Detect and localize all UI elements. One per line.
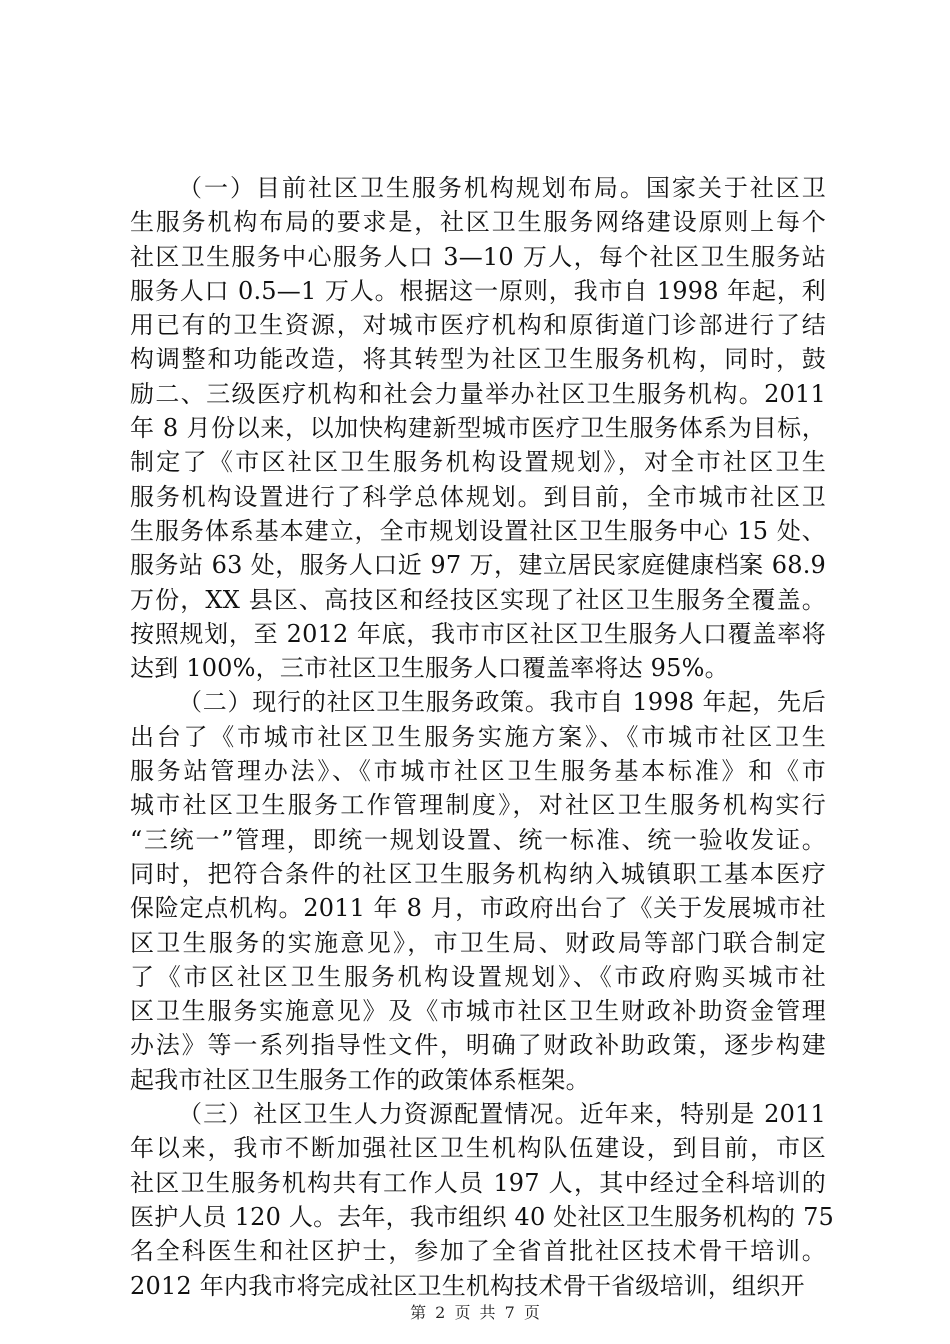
text-line: 区卫生服务实施意见》及《市城市社区卫生财政补助资金管理 — [130, 997, 826, 1026]
text-line: 制定了《市区社区卫生服务机构设置规划》，对全市社区卫生 — [130, 448, 826, 477]
text-line: 励二、三级医疗机构和社会力量举办社区卫生服务机构。2011 — [130, 379, 826, 408]
text-line: 按照规划，至 2012 年底，我市市区社区卫生服务人口覆盖率将 — [130, 619, 826, 648]
text-line: （一）目前社区卫生服务机构规划布局。国家关于社区卫 — [178, 174, 826, 202]
text-line: 服务站管理办法》、《市城市社区卫生服务基本标准》和《市 — [130, 757, 826, 786]
text-line: 了《市区社区卫生服务机构设置规划》、《市政府购买城市社 — [130, 962, 826, 991]
text-line: 保险定点机构。2011 年 8 月，市政府出台了《关于发展城市社 — [130, 894, 826, 923]
text-line: 同时，把符合条件的社区卫生服务机构纳入城镇职工基本医疗 — [130, 859, 826, 888]
text-line: 年以来，我市不断加强社区卫生机构队伍建设，到目前，市区 — [130, 1134, 826, 1163]
text-line: 构调整和功能改造，将其转型为社区卫生服务机构，同时，鼓 — [130, 345, 826, 374]
text-line: “三统一”管理，即统一规划设置、统一标准、统一验收发证。 — [130, 825, 826, 854]
text-line: 达到 100%，三市社区卫生服务人口覆盖率将达 95%。 — [130, 654, 729, 683]
text-line: 办法》等一系列指导性文件，明确了财政补助政策，逐步构建 — [130, 1031, 826, 1060]
text-line: 医护人员 120 人。去年，我市组织 40 处社区卫生服务机构的 75 — [130, 1202, 835, 1231]
text-line: （二）现行的社区卫生服务政策。我市自 1998 年起，先后 — [178, 688, 826, 717]
text-line: 生服务机构布局的要求是，社区卫生服务网络建设原则上每个 — [130, 208, 826, 237]
text-line: 城市社区卫生服务工作管理制度》，对社区卫生服务机构实行 — [130, 791, 826, 820]
text-line: 服务机构设置进行了科学总体规划。到目前，全市城市社区卫 — [130, 482, 826, 511]
page-footer: 第 2 页 共 7 页 — [410, 1303, 540, 1322]
text-line: 区卫生服务的实施意见》，市卫生局、财政局等部门联合制定 — [130, 928, 826, 957]
text-line: 起我市社区卫生服务工作的政策体系框架。 — [130, 1065, 590, 1094]
text-line: 2012 年内我市将完成社区卫生机构技术骨干省级培训，组织开 — [130, 1271, 805, 1300]
text-line: 出台了《市城市社区卫生服务实施方案》、《市城市社区卫生 — [130, 722, 826, 751]
text-line: 服务人口 0.5—1 万人。根据这一原则，我市自 1998 年起，利 — [130, 276, 826, 305]
text-line: 万份，XX 县区、高技区和经技区实现了社区卫生服务全覆盖。 — [130, 585, 826, 614]
paragraph — [130, 1097, 835, 1303]
text-line: 社区卫生服务中心服务人口 3—10 万人，每个社区卫生服务站 — [130, 242, 826, 271]
text-line: 社区卫生服务机构共有工作人员 197 人，其中经过全科培训的 — [130, 1168, 826, 1197]
text-line: 年 8 月份以来，以加快构建新型城市医疗卫生服务体系为目标， — [130, 414, 826, 443]
text-line: 名全科医生和社区护士，参加了全省首批社区技术骨干培训。 — [130, 1237, 826, 1266]
text-line: 生服务体系基本建立，全市规划设置社区卫生服务中心 15 处、 — [130, 516, 826, 545]
text-line: 用已有的卫生资源，对城市医疗机构和原街道门诊部进行了结 — [130, 311, 826, 340]
document-body — [130, 171, 835, 1303]
paragraph — [130, 171, 826, 685]
text-line: 服务站 63 处，服务人口近 97 万，建立居民家庭健康档案 68.9 — [130, 551, 826, 580]
text-line: （三）社区卫生人力资源配置情况。近年来，特别是 2011 — [178, 1100, 826, 1129]
paragraph — [130, 685, 826, 1097]
